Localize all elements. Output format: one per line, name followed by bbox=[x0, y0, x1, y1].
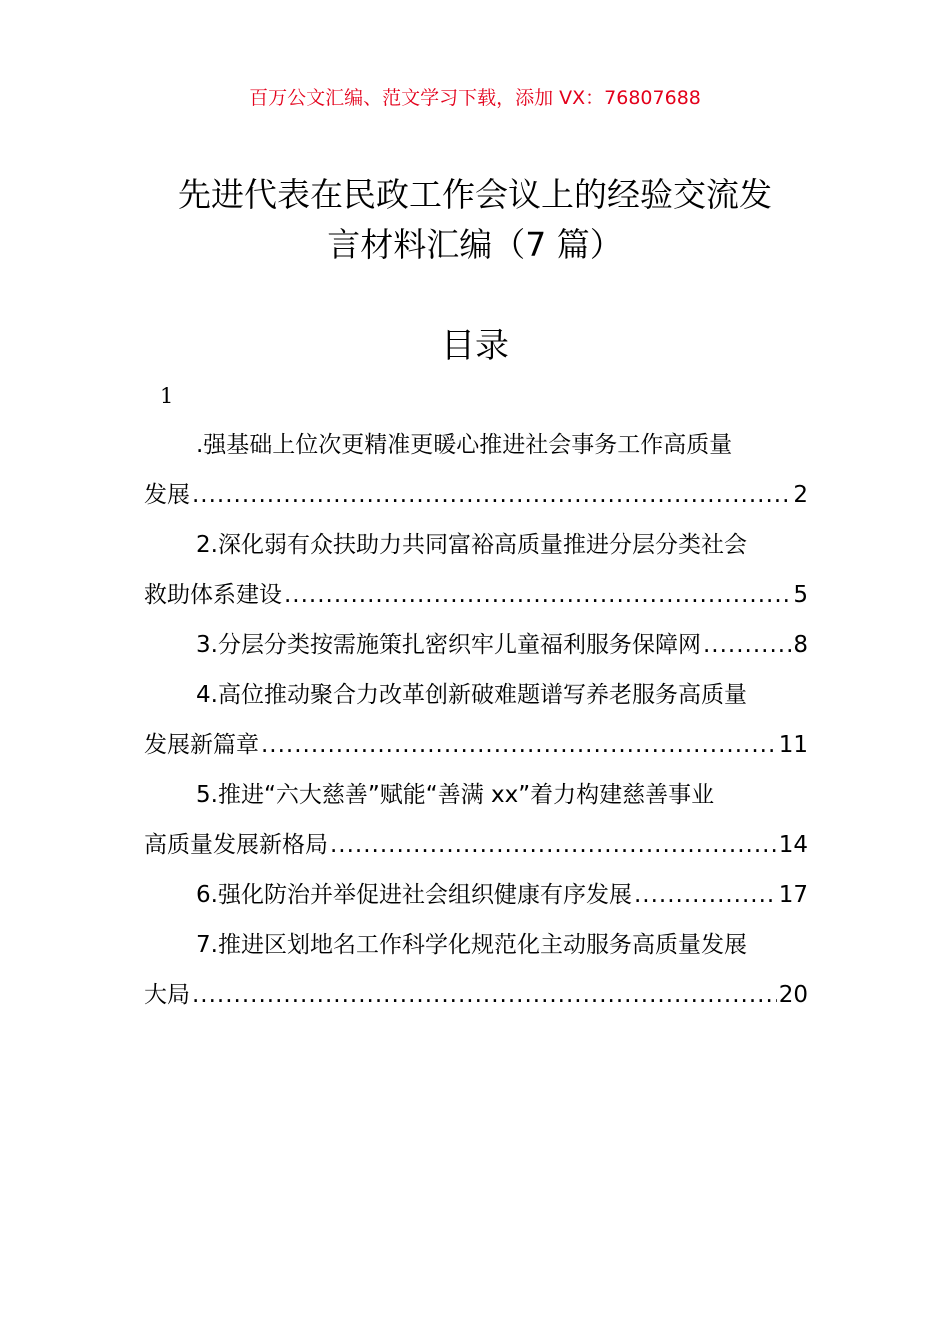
dot-leader bbox=[284, 570, 791, 620]
toc-entry-7[interactable] bbox=[144, 920, 808, 1020]
table-of-contents bbox=[144, 420, 808, 1020]
toc-entry-5[interactable] bbox=[144, 770, 808, 870]
header-note: 百万公文汇编、范文学习下载，添加 VX：76807688 bbox=[249, 87, 701, 109]
dot-leader bbox=[192, 970, 777, 1020]
title-line-1: 先进代表在民政工作会议上的经验交流发 bbox=[178, 175, 772, 214]
toc-page-number: 20 bbox=[778, 982, 808, 1008]
toc-entry-title-cont: 高质量发展新格局 bbox=[144, 832, 328, 858]
toc-entry-2[interactable] bbox=[144, 520, 808, 620]
toc-page-number: 14 bbox=[778, 832, 808, 858]
toc-page-number: 11 bbox=[778, 732, 808, 758]
toc-entry-title: 2.深化弱有众扶助力共同富裕高质量推进分层分类社会 bbox=[196, 532, 747, 558]
dot-leader bbox=[330, 820, 777, 870]
toc-entry-title-cont: 救助体系建设 bbox=[144, 582, 282, 608]
toc-entry-1[interactable] bbox=[144, 420, 808, 520]
title-line-2: 言材料汇编（7 篇） bbox=[327, 225, 623, 264]
toc-entry-title: .强基础上位次更精准更暖心推进社会事务工作高质量 bbox=[196, 432, 733, 458]
toc-entry-title: 3.分层分类按需施策扎密织牢儿童福利服务保障网 bbox=[196, 632, 701, 658]
toc-entry-3[interactable] bbox=[144, 620, 808, 670]
dot-leader bbox=[703, 620, 791, 670]
toc-entry-title: 4.高位推动聚合力改革创新破难题谱写养老服务高质量 bbox=[196, 682, 747, 708]
toc-heading: 目录 bbox=[441, 326, 509, 366]
toc-entry-title-cont: 发展新篇章 bbox=[144, 732, 259, 758]
stray-number: 1 bbox=[160, 384, 174, 408]
toc-entry-title-cont: 发展 bbox=[144, 482, 190, 508]
toc-page-number: 5 bbox=[793, 582, 808, 608]
toc-page-number: 2 bbox=[793, 482, 808, 508]
toc-entry-4[interactable] bbox=[144, 670, 808, 770]
toc-entry-6[interactable] bbox=[144, 870, 808, 920]
toc-entry-title-cont: 大局 bbox=[144, 982, 190, 1008]
dot-leader bbox=[261, 720, 777, 770]
toc-entry-title: 7.推进区划地名工作科学化规范化主动服务高质量发展 bbox=[196, 932, 747, 958]
toc-page-number: 8 bbox=[793, 632, 808, 658]
document-title bbox=[140, 170, 810, 270]
dot-leader bbox=[634, 870, 777, 920]
toc-entry-title: 5.推进“六大慈善”赋能“善满 xx”着力构建慈善事业 bbox=[196, 782, 715, 808]
toc-page-number: 17 bbox=[778, 882, 808, 908]
dot-leader bbox=[192, 470, 791, 520]
toc-entry-title: 6.强化防治并举促进社会组织健康有序发展 bbox=[196, 882, 632, 908]
